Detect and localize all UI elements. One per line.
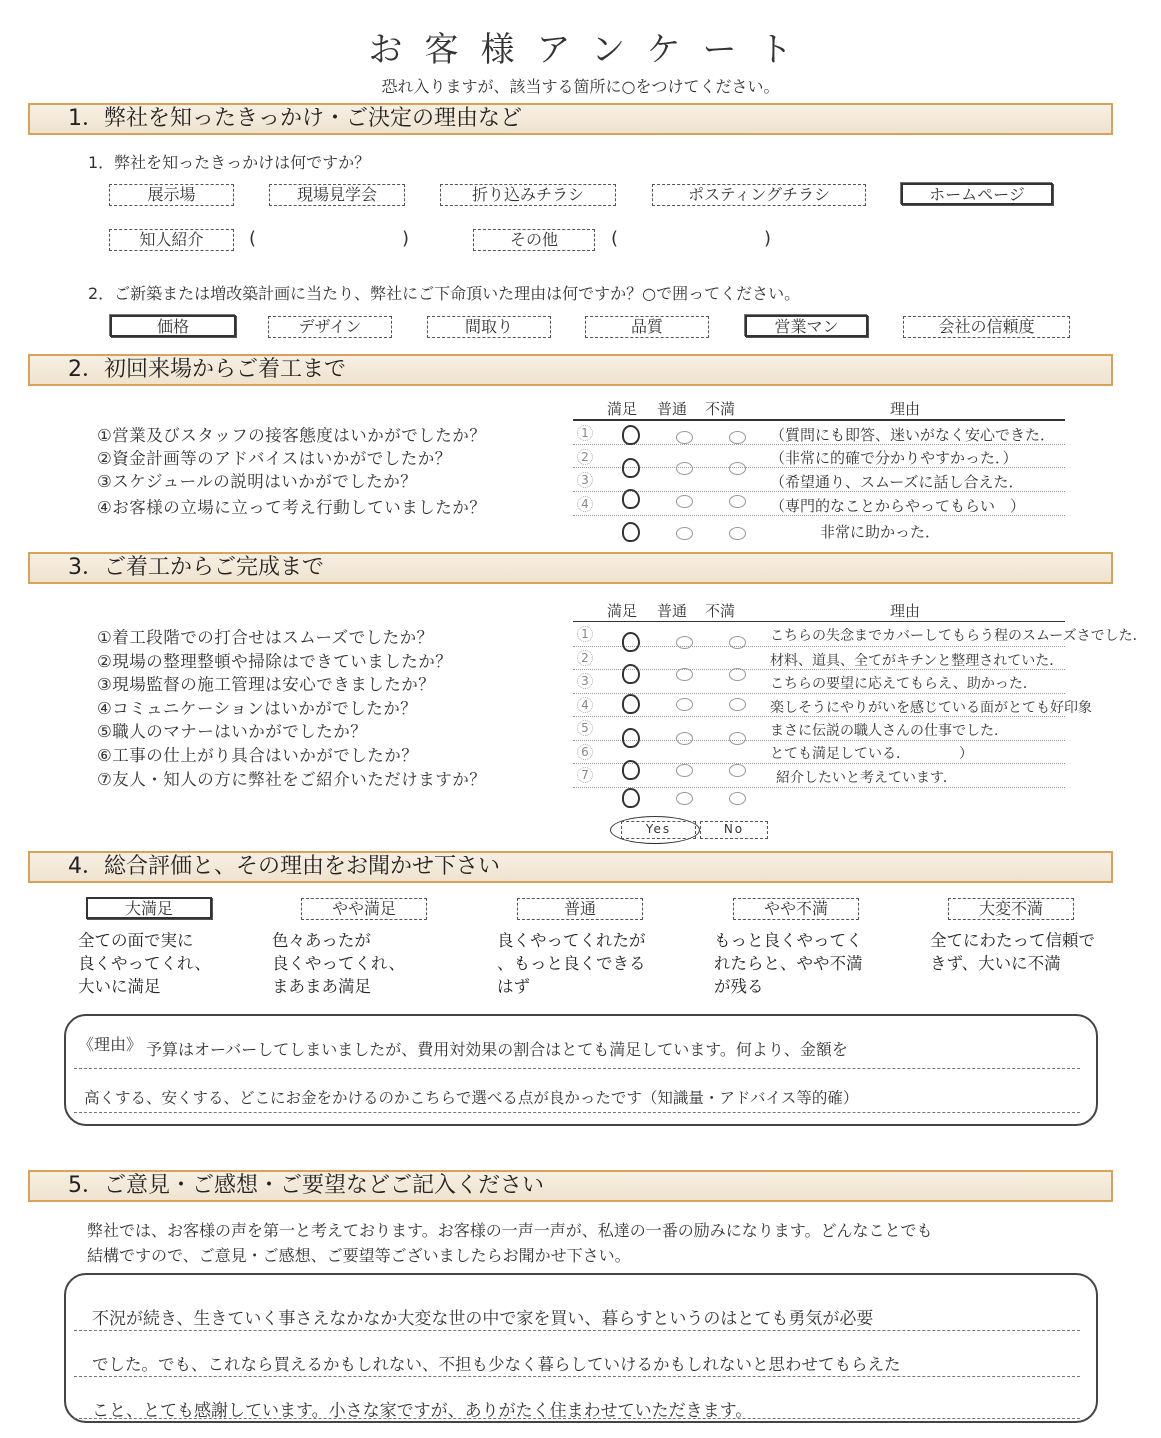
section-4-header: 4．総合評価と、その理由をお聞かせ下さい <box>28 851 1113 883</box>
rating-neutral[interactable] <box>676 668 693 681</box>
handwritten-reason: 楽しそうにやりがいを感じている面がとても好印象 <box>770 700 1092 716</box>
option-site-tour[interactable] <box>269 184 405 206</box>
recommend-yes-option[interactable]: Yes <box>621 821 696 839</box>
option-quality[interactable] <box>585 316 709 338</box>
option-posting-flyer[interactable] <box>652 184 866 206</box>
rating-satisfied-marked[interactable] <box>622 760 640 780</box>
option-label: その他 <box>509 230 558 249</box>
section-3-question-2: ②現場の整理整頓や掃除はできていましたか？ <box>97 652 453 671</box>
desc-line: れたらと、やや不満 <box>714 954 863 973</box>
option-label: 営業マン <box>774 317 839 336</box>
section-2-question-3: ③スケジュールの説明はいかがでしたか？ <box>97 472 418 491</box>
option-label: 展示場 <box>147 185 196 204</box>
desc-line: 全てにわたって信頼で <box>930 931 1095 950</box>
rating-unsatisfied[interactable] <box>729 527 746 540</box>
rating-satisfied-marked[interactable] <box>622 788 640 808</box>
option-other[interactable] <box>473 229 595 251</box>
table-header-rule <box>573 419 1065 421</box>
rating-unsatisfied[interactable] <box>729 668 746 681</box>
row-number: 6 <box>577 744 593 760</box>
option-label: 大変不満 <box>978 899 1043 918</box>
column-unsatisfied: 不満 <box>705 400 736 418</box>
rating-satisfied-marked[interactable] <box>622 728 640 748</box>
section-3-question-3: ③現場監督の施工管理は安心できましたか？ <box>97 675 436 694</box>
recommend-no-option[interactable]: No <box>700 821 768 839</box>
rating-somewhat-unsatisfied[interactable] <box>733 898 859 920</box>
intro-line: 結構ですので、ご意見・ご感想、ご要望等ございましたらお聞かせ下さい。 <box>87 1246 631 1265</box>
handwritten-reason-line: 予算はオーバーしてしまいましたが、費用対効果の割合はとても満足しています。何より、金額を <box>146 1040 848 1059</box>
row-number: 7 <box>577 767 593 783</box>
handwritten-comment-line: こと、とても感謝しています。小さな家ですが、ありがたく住まわせていただきます。 <box>92 1401 753 1421</box>
rating-satisfied-marked[interactable] <box>622 522 640 542</box>
section-1-question-1: 1．弊社を知ったきっかけは何ですか？ <box>88 153 371 172</box>
desc-line: きず、大いに不満 <box>930 954 1061 973</box>
rating-neutral[interactable] <box>676 636 693 649</box>
handwritten-reason: とても満足している． ） <box>770 746 973 762</box>
rating-neutral[interactable] <box>676 698 693 711</box>
rating-unsatisfied[interactable] <box>729 431 746 444</box>
desc-line: が残る <box>714 977 764 996</box>
handwritten-reason: 材料、道具、全てがキチンと整理されていた． <box>770 653 1064 669</box>
rating-neutral[interactable] <box>676 792 693 805</box>
column-reason: 理由 <box>890 602 921 620</box>
section-2-question-1: ①営業及びスタッフの接客態度はいかがでしたか？ <box>97 426 487 445</box>
section-2-question-2: ②資金計画等のアドバイスはいかがでしたか？ <box>97 449 452 468</box>
row-number: 4 <box>577 697 593 713</box>
option-homepage-selected[interactable] <box>901 183 1053 205</box>
rating-satisfied-marked[interactable] <box>622 664 640 684</box>
handwritten-reason: まさに伝説の職人さんの仕事でした． <box>770 723 1008 739</box>
rating-very-satisfied-selected[interactable] <box>86 897 212 919</box>
rating-unsatisfied[interactable] <box>729 764 746 777</box>
column-neutral: 普通 <box>657 602 688 620</box>
rating-satisfied-marked[interactable] <box>622 632 640 652</box>
option-flyer-insert[interactable] <box>440 184 616 206</box>
handwritten-reason: 紹介したいと考えています． <box>776 770 957 786</box>
rating-neutral[interactable] <box>676 431 693 444</box>
option-label: やや不満 <box>763 899 828 918</box>
option-label: ホームページ <box>929 185 1025 204</box>
rating-description <box>714 929 863 998</box>
reason-box[interactable] <box>64 1014 1098 1126</box>
writing-line <box>74 1068 1080 1069</box>
option-floor-plan[interactable] <box>427 316 551 338</box>
option-label: 折り込みチラシ <box>471 185 584 204</box>
option-label: デザイン <box>298 317 362 336</box>
handwritten-reason: こちらの要望に応えてもらえ、助かった． <box>770 676 1037 692</box>
option-label: やや満足 <box>331 899 396 918</box>
row-number: 4 <box>577 496 593 512</box>
row-number: 2 <box>577 650 593 666</box>
option-label: 間取り <box>464 317 513 336</box>
rating-neutral[interactable] <box>676 462 693 475</box>
row-divider <box>573 740 1065 741</box>
section-3-question-5: ⑤職人のマナーはいかがでしたか？ <box>97 722 368 741</box>
section-3-question-1: ①着工段階での打合せはスムーズでしたか？ <box>97 628 434 647</box>
option-referral[interactable] <box>109 229 234 251</box>
writing-line <box>74 1330 1080 1331</box>
section-1-question-2: 2．ご新築または増改築計画に当たり、弊社にご下命頂いた理由は何ですか？○で囲ってください。 <box>88 284 801 303</box>
section-3-question-7: ⑦友人・知人の方に弊社をご紹介いただけますか？ <box>97 770 487 789</box>
rating-satisfied-marked[interactable] <box>622 425 640 445</box>
desc-line: 色々あったが <box>272 931 371 950</box>
rating-unsatisfied[interactable] <box>729 462 746 475</box>
section-5-header: 5．ご意見・ご感想・ご要望などご記入ください <box>28 1170 1113 1202</box>
paren-close: ) <box>764 228 772 249</box>
section-5-intro <box>87 1218 932 1268</box>
handwritten-comment-line: でした。でも、これなら買えるかもしれない、不担も少なく暮らしていけるかもしれないと思わせてもらえた <box>92 1355 901 1374</box>
rating-satisfied-marked[interactable] <box>622 458 640 478</box>
rating-neutral[interactable] <box>517 898 643 920</box>
option-label: 知人紹介 <box>139 230 204 249</box>
option-label: ポスティングチラシ <box>687 185 831 204</box>
section-3-header: 3．ご着工からご完成まで <box>28 552 1113 584</box>
handwritten-reason: こちらの失念までカバーしてもらう程のスムーズさでした． <box>770 628 1147 644</box>
desc-line: 全ての面で実に <box>78 931 194 950</box>
option-label: 品質 <box>630 317 663 336</box>
rating-somewhat-satisfied[interactable] <box>301 898 427 920</box>
paren-open: ( <box>611 228 619 249</box>
row-number: 1 <box>577 425 593 441</box>
row-divider <box>573 646 1065 647</box>
option-label: 会社の信頼度 <box>938 317 1035 336</box>
row-number: 3 <box>577 673 593 689</box>
rating-unsatisfied[interactable] <box>729 495 746 508</box>
section-3-question-4: ④コミュニケーションはいかがでしたか？ <box>97 699 418 718</box>
rating-neutral[interactable] <box>676 732 693 745</box>
rating-neutral[interactable] <box>676 495 693 508</box>
desc-line: はず <box>497 977 530 996</box>
column-unsatisfied: 不満 <box>705 602 736 620</box>
row-number: 1 <box>577 626 593 642</box>
rating-satisfied-marked[interactable] <box>622 489 640 509</box>
column-reason: 理由 <box>890 400 921 418</box>
handwritten-reason: （質問にも即答、迷いがなく安心できた． <box>770 426 1056 444</box>
row-divider <box>573 787 1065 788</box>
handwritten-reason: （専門的なことからやってもらい ） <box>770 497 1026 515</box>
intro-line: 弊社では、お客様の声を第一と考えております。お客様の一声一声が、私達の一番の励みになります。どんなことでも <box>87 1221 933 1240</box>
survey-instruction: 恐れ入りますが、該当する箇所に○をつけてください。 <box>381 77 780 96</box>
option-label: 価格 <box>156 317 189 336</box>
column-neutral: 普通 <box>657 400 688 418</box>
desc-line: 良くやってくれたが <box>497 931 646 950</box>
survey-title: お客様アンケート <box>368 30 815 70</box>
desc-line: もっと良くやってく <box>714 931 863 950</box>
rating-description <box>930 929 1095 975</box>
desc-line: 大いに満足 <box>78 977 161 996</box>
desc-line: 、もっと良くできる <box>497 954 646 973</box>
rating-neutral[interactable] <box>676 764 693 777</box>
section-2-question-4: ④お客様の立場に立って考え行動していましたか？ <box>97 498 487 517</box>
rating-neutral[interactable] <box>676 527 693 540</box>
desc-line: 良くやってくれ、 <box>78 954 211 973</box>
option-company-trust[interactable] <box>903 316 1070 338</box>
row-divider <box>573 763 1065 764</box>
rating-description <box>78 929 211 998</box>
column-satisfied: 満足 <box>607 400 638 418</box>
rating-very-unsatisfied[interactable] <box>948 898 1074 920</box>
handwritten-reason: （希望通り、スムーズに話し合えた． <box>770 473 1024 491</box>
handwritten-comment-line: 不況が続き、生きていく事さえなかなか大変な世の中で家を買い、暮らすというのはとても勇気が必要 <box>92 1309 874 1329</box>
desc-line: まあまあ満足 <box>272 977 371 996</box>
option-design[interactable] <box>268 316 392 338</box>
option-showroom[interactable] <box>109 184 234 206</box>
rating-unsatisfied[interactable] <box>729 732 746 745</box>
row-number: 5 <box>577 720 593 736</box>
option-label: 現場見学会 <box>296 185 377 204</box>
table-header-rule <box>573 621 1065 622</box>
writing-line <box>74 1112 1080 1113</box>
writing-line <box>74 1376 1080 1377</box>
rating-description <box>272 929 405 998</box>
rating-description <box>497 929 646 998</box>
option-salesperson-selected[interactable] <box>745 315 868 337</box>
handwritten-reason: 非常に助かった． <box>820 523 941 541</box>
handwritten-reason: （非常に的確で分かりやすかった．） <box>770 449 1018 467</box>
paren-open: ( <box>249 228 257 249</box>
rating-satisfied-marked[interactable] <box>622 694 640 714</box>
row-number: 3 <box>577 472 593 488</box>
desc-line: 良くやってくれ、 <box>272 954 405 973</box>
column-satisfied: 満足 <box>607 602 638 620</box>
section-2-header: 2．初回来場からご着工まで <box>28 354 1113 386</box>
handwritten-reason-line: 高くする、安くする、どこにお金をかけるのかこちらで選べる点が良かったです（知識量・アドバイス等的確） <box>84 1089 859 1107</box>
section-3-question-6: ⑥工事の仕上がり具合はいかがでしたか？ <box>97 746 419 765</box>
rating-unsatisfied[interactable] <box>729 636 746 649</box>
option-label: 大満足 <box>124 899 173 918</box>
rating-unsatisfied[interactable] <box>729 698 746 711</box>
option-label: 普通 <box>563 899 596 918</box>
section-1-header: 1．弊社を知ったきっかけ・ご決定の理由など <box>28 103 1113 135</box>
option-price-selected[interactable] <box>110 315 236 337</box>
reason-label: 《理由》 <box>78 1035 143 1054</box>
rating-unsatisfied[interactable] <box>729 792 746 805</box>
row-number: 2 <box>577 449 593 465</box>
paren-close: ) <box>402 228 410 249</box>
row-divider <box>573 693 1065 694</box>
